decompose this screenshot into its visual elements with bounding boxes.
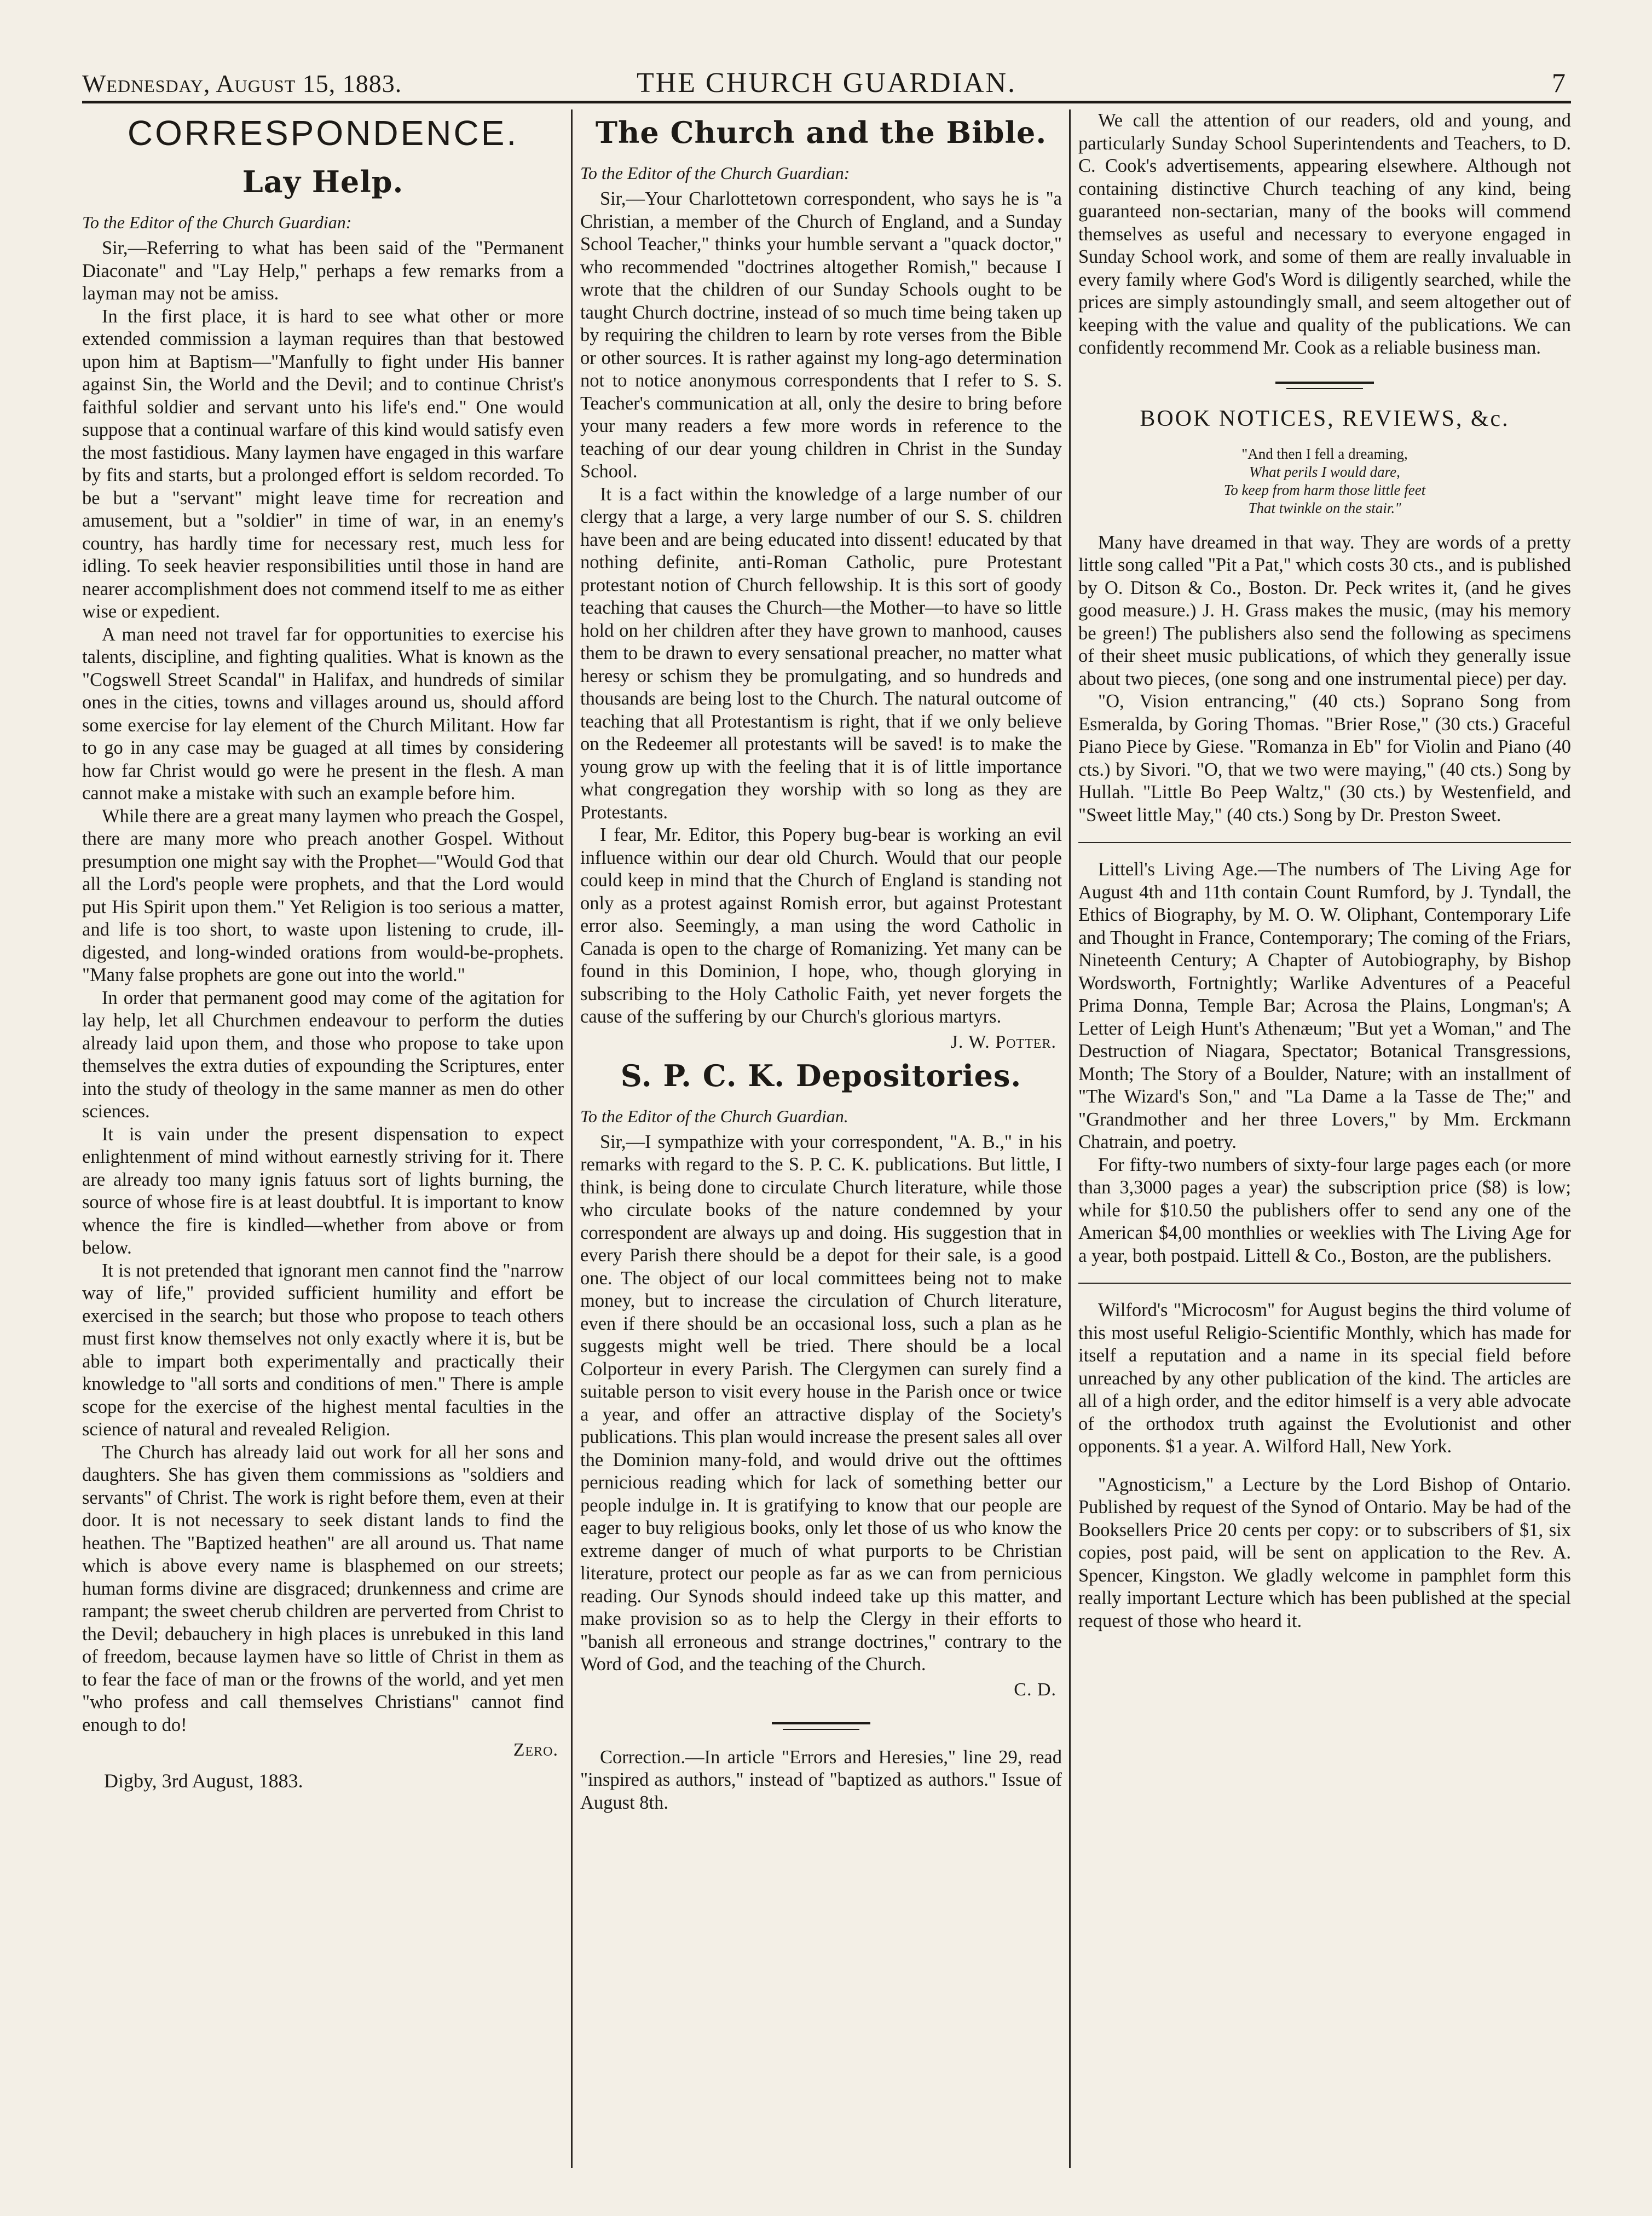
salutation: To the Editor of the Church Guardian:	[580, 163, 850, 183]
paragraph: Sir,—Your Charlottetown correspondent, who says he is "a Christian, a member of the Church of England, and a Sunday School Teacher," thinks your humble servant a "quack doctor," who recommended "doctrines altogether Romish," because I wrote that the children of our Sunday Schools ought to be taught Church doctrine, instead of so much time being taken up by requiring the children to learn by rote verses from the Bible or other sources. It is rather against my long-ago determination not to notice anonymous correspondents that I refer to S. S. Teacher's communication at all, only the desire to bring before your many readers a few more words in reference to the teaching of our dear young children in Christ in the Sunday School.	[580, 188, 1062, 482]
paragraph: It is vain under the present dispensation to expect enlightenment of mind without earnestly striving for it. There are already too many ignis fatuus sort of lights burning, the source of whose fire is at least doubtful. It is important to know whence the fire is kindled—whether from above or from below.	[82, 1123, 564, 1258]
dateline: Digby, 3rd August, 1883.	[104, 1770, 303, 1792]
newspaper-title: THE CHURCH GUARDIAN.	[636, 67, 1017, 99]
poem-line: "And then I fell a dreaming,	[1241, 445, 1408, 462]
divider	[1078, 842, 1571, 843]
separator-rule	[1275, 382, 1374, 384]
signature: J. W. Potter.	[950, 1031, 1056, 1052]
issue-date: Wednesday, August 15, 1883.	[82, 70, 402, 97]
column-rule-1	[571, 109, 573, 2168]
column-notices	[1078, 109, 1571, 2190]
paragraph: While there are a great many laymen who preach the Gospel, there are many more who preach another Gospel. Without presumption one might say with the Prophet—"Would God that all the Lord's people were prophets, and that the Lord would put His Spirit upon them." Yet Religion is too serious a matter, and life is too short, to waste upon listening to crude, ill-digested, and long-winded orations from would-be-prophets. "Many false prophets are gone out into the world."	[82, 805, 564, 985]
paragraph: In order that permanent good may come of the agitation for lay help, let all Churchmen endeavour to perform the duties already laid upon them, and those who propose to take upon themselves the extra duties of expounding the Scriptures, enter into the study of theology in the same manner as men do other sciences.	[82, 987, 564, 1122]
paragraph: In the first place, it is hard to see what other or more extended commission a layman requires than that bestowed upon him at Baptism—"Manfully to fight under His banner against Sin, the World and the Devil; and to continue Christ's faithful soldier and servant unto his life's end." One would suppose that a continual warfare of this kind would satisfy even the most fastidious. Many laymen have engaged in this warfare by fits and starts, but a prolonged effort is seldom recorded. To be but a "servant" might leave time for recreation and amusement, but a "soldier" in time of war, in an enemy's country, has hardly time for necessary rest, much less for idling. To seek heavier responsibilities until those in hand are nearer accomplishment does not commend itself to me as either wise or expedient.	[82, 305, 564, 622]
paragraph: Sir,—Referring to what has been said of the "Permanent Diaconate" and "Lay Help," perhaps a few remarks from a layman may not be amiss.	[82, 238, 564, 304]
poem-line: What perils I would dare,	[1249, 463, 1400, 480]
divider	[1078, 1283, 1571, 1284]
paragraph: Sir,—I sympathize with your correspondent, "A. B.," in his remarks with regard to the S. P. C. K. publications. But little, I think, is being done to circulate Church literature, while those who circulate books of the nature condemned by your correspondent are always up and doing. His suggestion that in every Parish there should be a depot for their sale, is a good one. The object of our local committees being not to make money, but to increase the circulation of Church literature, even if there should be an occasional loss, such a plan as he suggests might well be tried. There should be a local Colporteur in every Parish. The Clergymen can surely find a suitable person to visit every house in the Parish once or twice a year, and offer an attractive display of the Society's publications. This plan would increase the present sales all over the Dominion many-fold, and would drive out the ofttimes pernicious reading which for lack of something better our people indulge in. It is gratifying to know that our people are eager to buy religious books, only let those of us who know the extreme danger of much of what purports to be Christian literature, protect our people as far as we can from pernicious reading. Our Synods should indeed take up this matter, and make provision so as to help the Clergy in their efforts to "banish all erroneous and strange doctrines," contrary to the Word of God, and the teaching of the Church.	[580, 1131, 1062, 1675]
paragraph: A man need not travel far for opportunities to exercise his talents, discipline, and fighting qualities. What is known as the "Cogswell Street Scandal" in Halifax, and hundreds of similar ones in the cities, towns and villages around us, should afford some exercise for lay element of the Church Militant. How far to go in any case may be guaged at all times by considering how far Christ would go were he present in the flesh. A man cannot make a mistake with such an example before him.	[82, 624, 564, 804]
paragraph: For fifty-two numbers of sixty-four large pages each (or more than 3,3000 pages a year) the subscription price ($8) is low; while for $10.50 the publishers offer to send any one of the American $4,00 monthlies or weeklies with The Living Age for a year, both postpaid. Littell & Co., Boston, are the publishers.	[1078, 1154, 1571, 1266]
masthead	[82, 65, 1571, 103]
paragraph-agnosticism: "Agnosticism," a Lecture by the Lord Bishop of Ontario. Published by request of the Synod of Ontario. May be had of the Booksellers Price 20 cents per copy: or to subscribers of $1, six copies, post paid, will be sent on application to the Rev. A. Spencer, Kingston. We gladly welcome in pamphlet form this really important Lecture which has been published at the special request of those who heard it.	[1078, 1474, 1571, 1631]
paragraph: "O, Vision entrancing," (40 cts.) Soprano Song from Esmeralda, by Goring Thomas. "Brier Rose," (30 cts.) Graceful Piano Piece by Giese. "Romanza in Eb" for Violin and Piano (40 cts.) by Sivori. "O, that we two were maying," (40 cts.) Song by Hullah. "Little Bo Peep Waltz," (30 cts.) by Westenfield, and "Sweet little May," (40 cts.) Song by Dr. Preston Sweet.	[1078, 691, 1571, 826]
column-correspondence	[82, 109, 564, 2190]
salutation: To the Editor of the Church Guardian.	[580, 1106, 848, 1126]
paragraph: I fear, Mr. Editor, this Popery bug-bear is working an evil influence within our dear old Church. Would that our people could keep in mind that the Church of England is standing not only as a protest against Romish error, but against Protestant error also. Seemingly, a man using the word Catholic in Canada is open to the charge of Romanizing. Yet many can be found in this Dominion, I hope, who, though glorying in subscribing to the Holy Catholic Faith, yet never forgets the cause of the suffering by our Church's glorious martyrs.	[580, 824, 1062, 1027]
signature: Zero.	[513, 1740, 558, 1760]
column-rule-2	[1069, 109, 1071, 2168]
paragraph-cook-notice: We call the attention of our readers, old and young, and particularly Sunday School Superintendents and Teachers, to D. C. Cook's advertisements, appearing elsewhere. Although not containing distinctive Church teaching of any kind, being guaranteed non-sectarian, many of the books will commend themselves as useful and necessary to everyone engaged in Sunday School work, and some of them are really invaluable in every family where God's Word is diligently searched, while the prices are simply astoundingly small, and seem altogether out of keeping with the value and quality of the publications. We can confidently recommend Mr. Cook as a reliable business man.	[1078, 110, 1571, 358]
column-letters	[580, 109, 1062, 2190]
correction-notice: Correction.—In article "Errors and Heresies," line 29, read "inspired as authors," instead of "baptized as authors." Issue of August 8th.	[580, 1746, 1062, 1813]
poem-line: To keep from harm those little feet	[1223, 481, 1426, 498]
signature: C. D.	[1014, 1679, 1056, 1700]
paragraph-littell: Littell's Living Age.—The numbers of The Living Age for August 4th and 11th contain Count Rumford, by J. Tyndall, the Ethics of Biography, by M. O. W. Oliphant, Contemporary Life and Thought in France, Contemporary; The coming of the Friars, Nineteenth Century; A Chapter of Autobiography, by Bishop Wordsworth, Fortnightly; Warlike Adventures of a Peaceful Prima Donna, Temple Bar; Acrosa the Plains, Longman's; A Letter of Leigh Hunt's Athenæum; "But yet a Woman," and The Destruction of Niagara, Spectator; Botanical Transgressions, Month; The Story of a Boulder, Nature; with an installment of "The Wizard's Son," and "La Dame a la Tasse de The;" and "Grandmother and her three Lovers," by Mm. Erckmann Chatrain, and poetry.	[1078, 859, 1571, 1152]
salutation: To the Editor of the Church Guardian:	[82, 212, 352, 232]
section-heading-book-notices: BOOK NOTICES, REVIEWS, &c.	[1140, 406, 1510, 431]
paragraph: Many have dreamed in that way. They are words of a pretty little song called "Pit a Pat," which costs 30 cts., and is published by O. Ditson & Co., Boston. Dr. Peck writes it, (and he gives good measure.) J. H. Grass makes the music, (may his memory be green!) The publishers also send the following as specimens of their sheet music publications, of which they generally issue about two pieces, (one song and one instrumental piece) per day.	[1078, 532, 1571, 689]
separator-rule	[1286, 388, 1363, 389]
article-title-church-and-bible: The Church and the Bible.	[595, 115, 1047, 150]
paragraph: It is a fact within the knowledge of a large number of our clergy that a large, a very large number of our S. S. children have been and are being educated into dissent! educated by that nothing definite, anti-Roman Catholic, pure Protestant protestant notion of Church fellowship. It is this sort of goody teaching that causes the Church—the Mother—to have so little hold on her children after they have grown to manhood, causes them to be drawn to every sensational preacher, no matter what heresy or schism they be promulgating, and so hundreds and thousands are being lost to the Church. The natural outcome of teaching that all Protestantism is right, that if we only believe on the Redeemer all protestants will be saved! is to make the young grow up with the feeling that it is of little importance what congregation they worship with so long as they are Protestants.	[580, 483, 1062, 823]
separator-rule	[772, 1722, 870, 1724]
article-title-spck: S. P. C. K. Depositories.	[620, 1058, 1022, 1093]
paragraph-microcosm: Wilford's "Microcosm" for August begins the third volume of this most useful Religio-Scientific Monthly, which has made for itself a reputation and a name in its special field before unreached by any other publication of the kind. The articles are all of a high order, and the editor himself is a very able advocate of the orthodox truth against the Evolutionist and other opponents. $1 a year. A. Wilford Hall, New York.	[1078, 1300, 1571, 1457]
poem-quote	[1078, 445, 1571, 517]
section-heading-correspondence: CORRESPONDENCE.	[127, 113, 519, 153]
article-title-lay-help: Lay Help.	[242, 164, 404, 199]
page-number: 7	[1552, 67, 1566, 98]
separator-rule	[783, 1729, 859, 1730]
paragraph: It is not pretended that ignorant men cannot find the "narrow way of life," provided sufficient humility and effort be exercised in the search; but those who propose to teach others must first know themselves not only exactly where it is, but be able to impart both experimentally and practically their knowledge to "all sorts and conditions of men." There is ample scope for the exercise of the highest mental faculties in the science of natural and revealed Religion.	[82, 1260, 564, 1440]
paragraph: The Church has already laid out work for all her sons and daughters. She has given them commissions as "soldiers and servants" of Christ. The work is right before them, even at their door. It is not necessary to seek distant lands to find the heathen. The "Baptized heathen" are all around us. That name which is above every name is blasphemed on our streets; human forms divine are disgraced; drunkenness and crime are rampant; the sweet cherub children are perverted from Christ to the Devil; debauchery in high places is unrebuked in this land of freedom, because laymen have so little of Christ in them as to fear the face of man or the frowns of the world, and yet men "who profess and call themselves Christians" cannot find enough to do!	[82, 1441, 564, 1735]
poem-line: That twinkle on the stair."	[1248, 499, 1401, 516]
